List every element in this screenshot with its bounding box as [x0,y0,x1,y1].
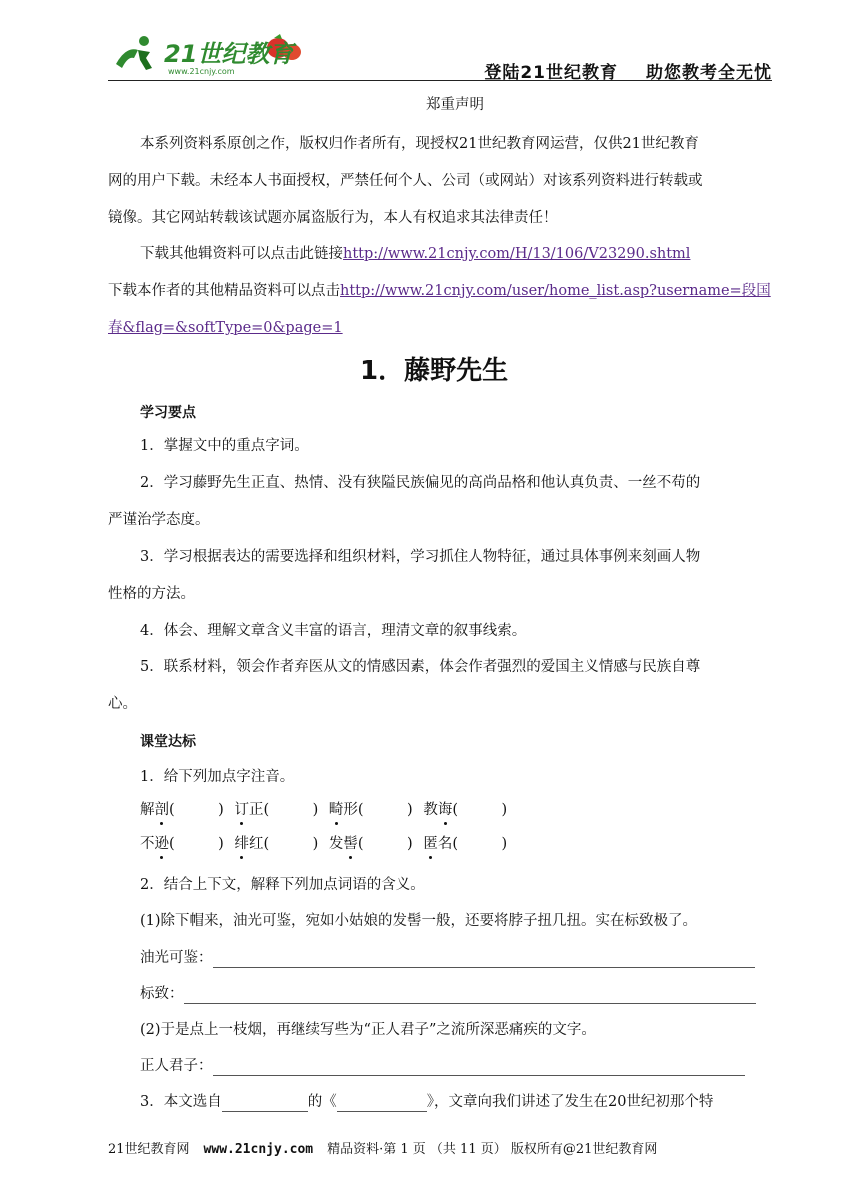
blank-book[interactable] [337,1093,427,1112]
question-1: 1．给下列加点字注音。 [140,769,295,785]
answer-row-youguang [140,949,755,968]
section-heading-exercises: 课堂达标 [140,734,196,750]
page-footer [108,1138,772,1157]
answer-paren[interactable]: ( ) [357,802,413,818]
key-point-5-cont: 心。 [108,696,137,712]
slogan-login: 登陆21世纪教育 [484,63,618,83]
term-label: 油光可鉴： [140,950,213,966]
link-prefix: 下载本作者的其他精品资料可以点击 [108,283,340,299]
download-link-author-cont[interactable]: 春&flag=&softType=0&page=1 [108,320,343,336]
term-label: 标致： [140,986,184,1002]
answer-line[interactable] [184,985,756,1004]
download-link-row-1 [140,245,690,263]
question-2: 2．结合上下文，解释下列加点词语的含义。 [140,877,425,893]
link-prefix: 下载其他辑资料可以点击此链接 [140,246,343,262]
question-2-1: (1)除下帽来，油光可鉴，宛如小姑娘的发髻一般，还要将脖子扭几扭。实在标致极了。 [140,913,698,929]
word-faji: 发髻 [328,836,358,852]
dotted-char: 剖 [154,802,169,818]
key-point-5: 5．联系材料，领会作者弃医从文的情感因素，体会作者强烈的爱国主义情感与民族自尊 [140,659,701,675]
answer-paren[interactable]: ( ) [263,836,319,852]
download-link-series[interactable]: http://www.21cnjy.com/H/13/106/V23290.shtml [343,246,691,262]
footer-site[interactable]: www.21cnjy.com [203,1142,314,1157]
answer-row-zhengren [140,1057,745,1076]
key-point-3-cont: 性格的方法。 [108,586,195,602]
answer-paren[interactable]: ( ) [452,836,508,852]
logo-subtext: www.21cnjy.com [168,67,235,76]
key-point-2: 2．学习藤野先生正直、热情、没有狭隘民族偏见的高尚品格和他认真负责、一丝不苟的 [140,475,701,491]
blank-source[interactable] [222,1093,308,1112]
answer-paren[interactable]: ( ) [452,802,508,818]
answer-paren[interactable]: ( ) [263,802,319,818]
word-jiepou: 解剖 [140,802,169,818]
question-2-2: (2)于是点上一枝烟，再继续写些为“正人君子”之流所深恶痛疾的文字。 [140,1022,596,1038]
lesson-title: 1．藤野先生 [360,356,509,386]
pinyin-row-2 [140,835,507,853]
answer-paren[interactable]: ( ) [169,802,224,818]
dotted-char: 绯 [234,836,249,852]
key-point-4: 4．体会、理解文章含义丰富的语言，理清文章的叙事线索。 [140,623,527,639]
notice-heading: 郑重声明 [426,97,484,113]
download-link-author[interactable]: http://www.21cnjy.com/user/home_list.asp?username=段国 [340,283,771,299]
question-3: 3．本文选自 的《 》，文章向我们讲述了发生在20世纪初那个特 [140,1094,714,1110]
download-link-row-2 [108,282,771,300]
dotted-char: 诲 [437,802,453,818]
notice-line: 镜像。其它网站转载该试题亦属盗版行为，本人有权追求其法律责任！ [108,210,558,226]
pinyin-row-1 [140,801,507,819]
logo-text: 21世纪教育 [164,40,294,68]
logo-runner-icon [108,28,308,78]
dotted-char: 髻 [343,836,358,852]
header-slogan [484,58,772,83]
notice-line: 本系列资料系原创之作，版权归作者所有，现授权21世纪教育网运营，仅供21世纪教育 [140,136,699,152]
word-jixing: 畸形 [328,802,358,818]
logo [108,28,308,78]
word-buxun: 不逊 [140,836,169,852]
dotted-char: 畸 [328,802,344,818]
notice-line: 网的用户下载。未经本人书面授权，严禁任何个人、公司（或网站）对该系列资料进行转载或 [108,173,703,189]
download-link-row-3 [108,319,343,337]
key-point-3: 3．学习根据表达的需要选择和组织材料，学习抓住人物特征，通过具体事例来刻画人物 [140,549,701,565]
dotted-char: 逊 [154,836,169,852]
answer-line[interactable] [213,1057,745,1076]
word-feihong: 绯红 [234,836,264,852]
answer-row-biaozhi [140,985,756,1004]
page-header [108,28,772,81]
key-point-2-cont: 严谨治学态度。 [108,512,210,528]
answer-line[interactable] [213,949,755,968]
word-jiaohui: 教诲 [423,802,453,818]
answer-paren[interactable]: ( ) [357,836,413,852]
term-label: 正人君子： [140,1058,213,1074]
word-dingzheng: 订正 [234,802,264,818]
key-point-1: 1．掌握文中的重点字词。 [140,438,309,454]
word-niming: 匿名 [423,836,453,852]
answer-paren[interactable]: ( ) [169,836,224,852]
footer-left: 21世纪教育网 [108,1142,190,1157]
footer-right: 精品资料·第 1 页 （共 11 页） 版权所有@21世纪教育网 [327,1142,658,1157]
section-heading-key-points: 学习要点 [140,405,196,421]
slogan-help: 助您教考全无忧 [646,63,772,83]
dotted-char: 订 [234,802,249,818]
dotted-char: 匿 [423,836,438,852]
